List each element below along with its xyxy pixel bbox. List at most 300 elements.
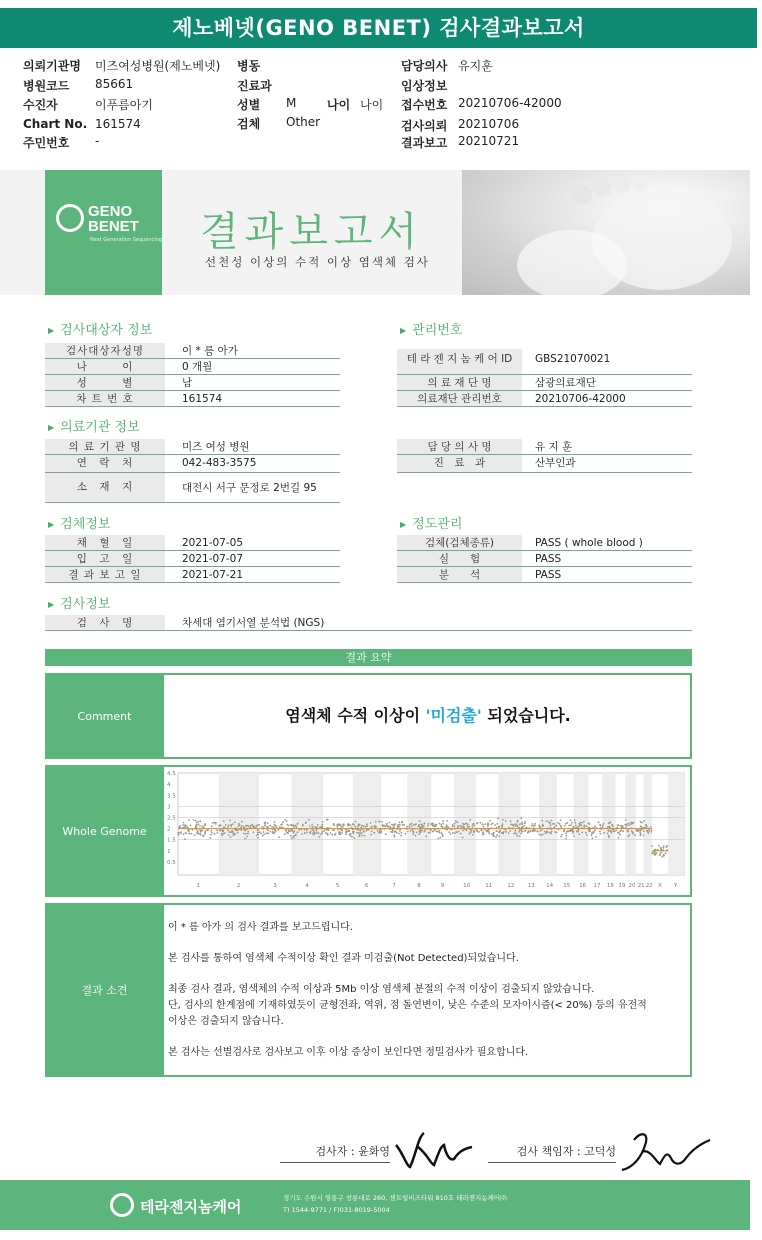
data-point xyxy=(185,833,187,835)
data-point xyxy=(522,823,524,825)
finding-line: 이상은 검출되지 않습니다. xyxy=(168,1016,284,1027)
data-point xyxy=(214,833,216,835)
data-point xyxy=(607,830,609,832)
data-point xyxy=(195,825,197,827)
subject-section-title: ▶ 검사대상자 정보 xyxy=(48,319,152,338)
management-table xyxy=(397,349,692,407)
data-point xyxy=(467,825,469,827)
data-point xyxy=(358,823,360,825)
data-point xyxy=(341,832,343,834)
data-point xyxy=(363,831,365,833)
data-point xyxy=(436,831,438,833)
data-point xyxy=(321,831,323,833)
data-point xyxy=(498,835,500,837)
data-point xyxy=(421,824,423,826)
data-point xyxy=(583,821,585,823)
data-point xyxy=(348,823,350,825)
data-point xyxy=(514,830,516,832)
data-point xyxy=(222,830,224,832)
not-detected-highlight: '미검출' xyxy=(425,706,482,725)
data-point xyxy=(508,832,510,834)
table-row: 진 료 과 산부인과 xyxy=(397,455,692,473)
data-point xyxy=(439,832,441,834)
data-point xyxy=(454,823,456,825)
x-tick-label: 8 xyxy=(417,883,421,889)
specimen-label: 검체 xyxy=(237,117,261,131)
data-point xyxy=(665,852,667,854)
data-point xyxy=(402,824,404,826)
hospital-code-label: 병원코드 xyxy=(23,79,70,93)
data-point xyxy=(224,832,226,834)
data-point xyxy=(643,830,645,832)
data-point xyxy=(199,820,201,822)
dept-label: 진료과 xyxy=(237,79,272,93)
data-point xyxy=(231,830,233,832)
data-point xyxy=(364,835,366,837)
chromosome-band xyxy=(574,773,589,875)
chart-no-value: 161574 xyxy=(95,117,141,131)
whole-genome-chart xyxy=(164,767,690,895)
table-row: 테 라 젠 지 놈 케 어 ID GBS21070021 xyxy=(397,349,692,375)
data-point xyxy=(325,832,327,834)
data-point xyxy=(306,831,308,833)
data-point xyxy=(393,834,395,836)
data-point xyxy=(516,821,518,823)
data-point xyxy=(308,819,310,821)
footer-contact: T) 1544-9771 / F)031-8019-5004 xyxy=(283,1206,390,1214)
data-point xyxy=(458,831,460,833)
y-tick-label: 4 xyxy=(167,782,171,789)
data-point xyxy=(284,819,286,821)
data-point xyxy=(471,829,473,831)
data-point xyxy=(178,832,180,834)
data-point xyxy=(660,852,662,854)
data-point xyxy=(591,837,593,839)
data-point xyxy=(634,834,636,836)
x-tick-label: 21 xyxy=(637,883,645,889)
data-point xyxy=(622,830,624,832)
data-point xyxy=(551,831,553,833)
data-point xyxy=(663,847,665,849)
data-point xyxy=(524,830,526,832)
data-point xyxy=(618,824,620,826)
data-point xyxy=(445,826,447,828)
data-point xyxy=(429,832,431,834)
table-row: 분 석 PASS xyxy=(397,567,692,583)
data-point xyxy=(522,826,524,828)
data-point xyxy=(563,831,565,833)
data-point xyxy=(430,829,432,831)
data-point xyxy=(408,826,410,828)
data-point xyxy=(278,836,280,838)
data-point xyxy=(237,832,239,834)
data-point xyxy=(179,826,181,828)
data-point xyxy=(265,822,267,824)
data-point xyxy=(411,826,413,828)
data-point xyxy=(455,820,457,822)
data-point xyxy=(371,830,373,832)
x-tick-label: 3 xyxy=(273,883,277,889)
data-point xyxy=(628,823,630,825)
data-point xyxy=(607,833,609,835)
data-point xyxy=(274,830,276,832)
data-point xyxy=(204,832,206,834)
data-point xyxy=(648,830,650,832)
data-point xyxy=(427,825,429,827)
data-point xyxy=(211,832,213,834)
data-point xyxy=(296,826,298,828)
data-point xyxy=(230,824,232,826)
data-point xyxy=(391,832,393,834)
data-point xyxy=(541,829,543,831)
data-point xyxy=(365,826,367,828)
data-point xyxy=(452,824,454,826)
data-point xyxy=(304,832,306,834)
institution-section-title: ▶ 의료기관 정보 xyxy=(48,416,140,435)
y-tick-label: 1.5 xyxy=(167,837,176,844)
data-point xyxy=(522,831,524,833)
data-point xyxy=(202,825,204,827)
data-point xyxy=(178,834,180,836)
data-point xyxy=(665,846,667,848)
data-point xyxy=(492,823,494,825)
data-point xyxy=(452,832,454,834)
data-point xyxy=(227,829,229,831)
data-point xyxy=(353,824,355,826)
data-point xyxy=(216,832,218,834)
data-point xyxy=(603,832,605,834)
data-point xyxy=(221,835,223,837)
x-tick-label: 11 xyxy=(485,883,493,889)
data-point xyxy=(452,826,454,828)
data-point xyxy=(330,832,332,834)
banner-subtitle: 선천성 이상의 수적 이상 염색체 검사 xyxy=(205,255,430,269)
data-point xyxy=(351,836,353,838)
data-point xyxy=(273,826,275,828)
data-point xyxy=(560,836,562,838)
data-point xyxy=(495,836,497,838)
x-tick-label: 16 xyxy=(579,883,587,889)
data-point xyxy=(394,836,396,838)
data-point xyxy=(610,832,612,834)
data-point xyxy=(486,830,488,832)
data-point xyxy=(266,833,268,835)
data-point xyxy=(293,835,295,837)
data-point xyxy=(398,824,400,826)
data-point xyxy=(249,825,251,827)
data-point xyxy=(572,830,574,832)
data-point xyxy=(503,831,505,833)
data-point xyxy=(613,830,615,832)
finding-line: 단, 검사의 한계점에 기재하였듯이 균형전좌, 역위, 점 돌연변이, 낮은 수준의 모자이시즘(< 20%) 등의 유전적 xyxy=(168,1000,647,1011)
data-point xyxy=(640,821,642,823)
data-point xyxy=(483,826,485,828)
data-point xyxy=(319,826,321,828)
data-point xyxy=(438,838,440,840)
x-tick-label: Y xyxy=(674,883,678,889)
chromosome-band xyxy=(292,773,323,875)
age-label: 나이 xyxy=(327,98,351,112)
data-point xyxy=(489,833,491,835)
data-point xyxy=(539,830,541,832)
recipient-label: 수진자 xyxy=(23,98,58,112)
summary-bar: 결과 요약 xyxy=(45,649,692,666)
data-point xyxy=(448,827,450,829)
data-point xyxy=(497,817,499,819)
report-label: 결과보고 xyxy=(401,136,448,150)
data-point xyxy=(197,830,199,832)
data-point xyxy=(297,823,299,825)
data-point xyxy=(263,833,265,835)
data-point xyxy=(361,835,363,837)
data-point xyxy=(643,820,645,822)
data-point xyxy=(440,837,442,839)
table-row: 연 락 처 042-483-3575 xyxy=(45,455,340,473)
chromosome-band xyxy=(668,773,684,875)
data-point xyxy=(568,825,570,827)
data-point xyxy=(291,825,293,827)
data-point xyxy=(340,824,342,826)
data-point xyxy=(256,825,258,827)
data-point xyxy=(188,819,190,821)
data-point xyxy=(252,826,254,828)
data-point xyxy=(639,835,641,837)
data-point xyxy=(395,831,397,833)
data-point xyxy=(188,833,190,835)
management-section-title: ▶ 관리번호 xyxy=(400,319,462,338)
x-tick-label: 12 xyxy=(507,883,515,889)
data-point xyxy=(406,826,408,828)
quality-section-title: ▶ 정도관리 xyxy=(400,513,462,532)
data-point xyxy=(650,831,652,833)
y-tick-label: 2.5 xyxy=(167,815,176,822)
baby-feet-photo xyxy=(462,170,750,295)
data-point xyxy=(328,829,330,831)
data-point xyxy=(291,830,293,832)
data-point xyxy=(221,833,223,835)
data-point xyxy=(389,826,391,828)
request-label: 검사의뢰 xyxy=(401,119,448,133)
report-title: 제노베넷(GENO BENET) 검사결과보고서 xyxy=(0,8,757,48)
data-point xyxy=(482,834,484,836)
x-tick-label: 15 xyxy=(563,883,571,889)
data-point xyxy=(531,825,533,827)
data-point xyxy=(327,834,329,836)
data-point xyxy=(545,833,547,835)
data-point xyxy=(510,820,512,822)
data-point xyxy=(257,829,259,831)
data-point xyxy=(551,820,553,822)
data-point xyxy=(580,822,582,824)
data-point xyxy=(322,821,324,823)
data-point xyxy=(501,826,503,828)
data-point xyxy=(482,831,484,833)
request-value: 20210706 xyxy=(458,117,520,131)
data-point xyxy=(342,824,344,826)
baby-feet-image xyxy=(462,170,750,295)
data-point xyxy=(244,830,246,832)
data-point xyxy=(211,825,213,827)
data-point xyxy=(448,831,450,833)
y-tick-label: 2 xyxy=(167,826,171,833)
data-point xyxy=(389,822,391,824)
data-point xyxy=(540,834,542,836)
data-point xyxy=(509,830,511,832)
data-point xyxy=(267,829,269,831)
logo-subtext: Next Generation Sequencing xyxy=(90,237,163,243)
data-point xyxy=(505,820,507,822)
data-point xyxy=(460,833,462,835)
data-point xyxy=(545,820,547,822)
data-point xyxy=(419,820,421,822)
data-point xyxy=(524,822,526,824)
data-point xyxy=(476,829,478,831)
data-point xyxy=(453,825,455,827)
data-point xyxy=(442,820,444,822)
data-point xyxy=(581,832,583,834)
data-point xyxy=(234,821,236,823)
data-point xyxy=(554,823,556,825)
hospital-code-value: 85661 xyxy=(95,77,134,91)
data-point xyxy=(584,825,586,827)
data-point xyxy=(476,831,478,833)
quality-table xyxy=(397,535,692,583)
data-point xyxy=(565,832,567,834)
data-point xyxy=(286,820,288,822)
data-point xyxy=(287,832,289,834)
data-point xyxy=(559,823,561,825)
director-label: 검사 책임자 : 고덕성 xyxy=(488,1143,616,1163)
data-point xyxy=(424,830,426,832)
data-point xyxy=(576,831,578,833)
data-point xyxy=(574,819,576,821)
x-tick-label: 10 xyxy=(463,883,471,889)
data-point xyxy=(618,837,620,839)
data-point xyxy=(432,831,434,833)
table-row: 나 이 0 개월 xyxy=(45,359,340,375)
data-point xyxy=(628,824,630,826)
data-point xyxy=(639,832,641,834)
data-point xyxy=(663,854,665,856)
y-tick-label: 1 xyxy=(167,848,171,855)
data-point xyxy=(581,825,583,827)
data-point xyxy=(373,832,375,834)
resident-no-value: - xyxy=(95,134,100,148)
data-point xyxy=(537,831,539,833)
data-point xyxy=(260,833,262,835)
data-point xyxy=(472,826,474,828)
data-point xyxy=(309,832,311,834)
table-row: 검 사 명 차세대 염기서열 분석법 (NGS) xyxy=(45,615,692,631)
data-point xyxy=(492,833,494,835)
data-point xyxy=(419,829,421,831)
data-point xyxy=(339,832,341,834)
data-point xyxy=(520,817,522,819)
table-row: 검사대상자성명 이 * 름 아가 xyxy=(45,343,340,359)
data-point xyxy=(223,820,225,822)
data-point xyxy=(611,824,613,826)
data-point xyxy=(555,825,557,827)
data-point xyxy=(466,823,468,825)
data-point xyxy=(435,825,437,827)
data-point xyxy=(311,824,313,826)
data-point xyxy=(440,824,442,826)
data-point xyxy=(654,854,656,856)
data-point xyxy=(608,836,610,838)
data-point xyxy=(407,831,409,833)
data-point xyxy=(658,845,660,847)
data-point xyxy=(560,825,562,827)
data-point xyxy=(381,824,383,826)
data-point xyxy=(441,832,443,834)
data-point xyxy=(650,826,652,828)
table-row: 담 당 의 사 명 유 지 훈 xyxy=(397,439,692,455)
data-point xyxy=(296,832,298,834)
comment-text: 염색체 수적 이상이 '미검출' 되었습니다. xyxy=(285,706,571,725)
data-point xyxy=(533,825,535,827)
data-point xyxy=(210,837,212,839)
data-point xyxy=(400,835,402,837)
data-point xyxy=(261,826,263,828)
data-point xyxy=(370,822,372,824)
data-point xyxy=(462,837,464,839)
data-point xyxy=(636,829,638,831)
data-point xyxy=(295,834,297,836)
doctor-table xyxy=(397,439,692,473)
data-point xyxy=(527,832,529,834)
data-point xyxy=(473,825,475,827)
data-point xyxy=(357,826,359,828)
data-point xyxy=(516,825,518,827)
data-point xyxy=(600,833,602,835)
data-point xyxy=(468,826,470,828)
x-tick-label: 9 xyxy=(440,883,445,889)
data-point xyxy=(482,823,484,825)
data-point xyxy=(646,830,648,832)
data-point xyxy=(431,824,433,826)
data-point xyxy=(333,824,335,826)
data-point xyxy=(414,835,416,837)
data-point xyxy=(345,830,347,832)
data-point xyxy=(423,826,425,828)
data-point xyxy=(253,831,255,833)
data-point xyxy=(274,832,276,834)
data-point xyxy=(301,833,303,835)
genome-label: Whole Genome xyxy=(45,765,164,897)
x-tick-label: 19 xyxy=(618,883,626,889)
data-point xyxy=(199,833,201,835)
data-point xyxy=(646,826,648,828)
data-point xyxy=(412,833,414,835)
data-point xyxy=(572,832,574,834)
data-point xyxy=(227,826,229,828)
data-point xyxy=(386,823,388,825)
data-point xyxy=(556,832,558,834)
data-point xyxy=(549,822,551,824)
specimen-section-title: ▶ 검체정보 xyxy=(48,513,110,532)
data-point xyxy=(588,822,590,824)
data-point xyxy=(205,830,207,832)
footer-logo-icon xyxy=(110,1193,134,1217)
data-point xyxy=(320,834,322,836)
data-point xyxy=(182,824,184,826)
age-value: 나이 xyxy=(360,98,384,112)
data-point xyxy=(442,835,444,837)
data-point xyxy=(327,819,329,821)
data-point xyxy=(502,819,504,821)
data-point xyxy=(615,830,617,832)
data-point xyxy=(462,825,464,827)
